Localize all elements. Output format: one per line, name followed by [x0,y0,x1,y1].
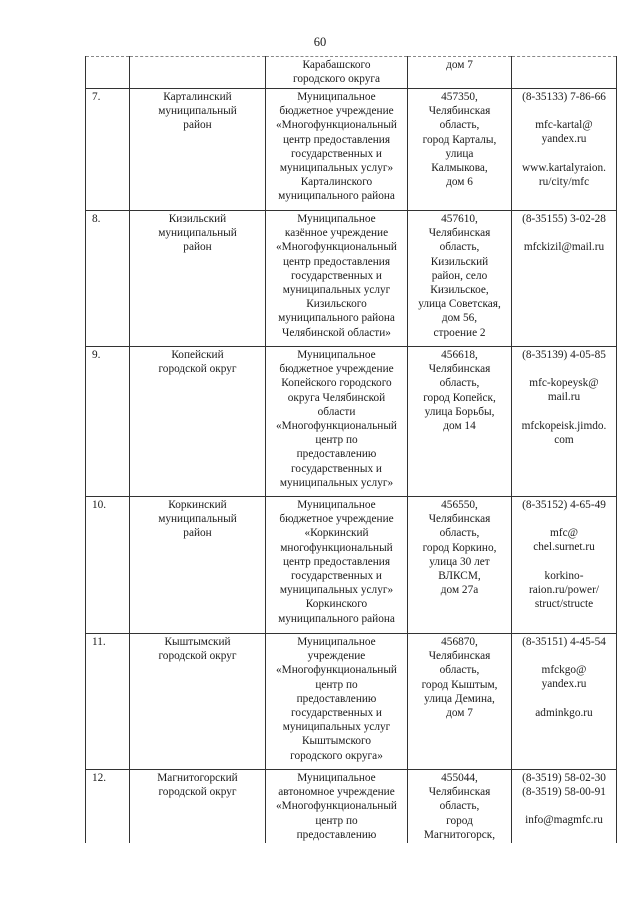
cell-line: области [317,405,356,418]
cell-line: struct/structe [534,598,594,611]
cell-line: ВЛКСМ, [438,570,481,583]
line-gap [514,226,614,240]
cell-line: муниципального района [278,612,395,625]
cell-line: 456870, [441,636,478,648]
cell-line: центр по [315,678,358,691]
line-gap [514,512,614,526]
cell-line: город Карталы, [422,133,497,146]
cell-line: Карталинского [300,176,373,189]
cell-line: область, [439,377,480,390]
line-gap [514,555,614,569]
district-cell [130,211,266,347]
table-row [86,634,617,770]
cell-line: Кизильский [168,213,227,225]
cell-line: улица 30 лет [429,555,490,568]
cell-line: Копейский [171,349,224,361]
cell-line: (8-35139) 4-05-85 [522,349,606,361]
cell-line: муниципальных услуг» [279,162,394,175]
institution-cell [266,211,408,347]
cell-line: korkino- [544,569,584,582]
district-cell [130,770,266,844]
cell-line: mfckopeisk.jimdo. [521,419,607,432]
cell-line: строение 2 [433,326,486,339]
contacts-cell [512,497,617,634]
cell-line: Кизильского [306,298,367,311]
row-number: 10. [86,497,130,634]
cell-line: Муниципальное [297,499,376,511]
address-cell [408,89,512,211]
cell-line: Кыштымского [301,735,372,748]
cell-line: Муниципальное [297,349,376,361]
cell-line: Карабашского [302,59,371,71]
cell-line: городской округ [158,363,237,376]
cell-line: yandex.ru [541,678,587,691]
cell-line: «Многофункциональный [276,241,397,254]
cell-line: дом 7 [446,59,473,71]
institution-cell [266,57,408,89]
cell-line: Карталинский [163,91,232,103]
cell-line: муниципальных услуг [282,721,391,734]
cell-line: автономное учреждение [278,786,395,799]
cell-line: «Коркинский [304,527,369,540]
table-row [86,770,617,844]
cell-line: raion.ru/power/ [529,583,599,596]
cell-line: 456618, [441,349,478,361]
cell-line: (8-3519) 58-00-91 [522,786,606,799]
line-gap [514,362,614,376]
cell-line: городского округа» [290,749,383,762]
table-row-continuation [86,57,617,89]
cell-line: Челябинская [428,227,491,240]
cell-line: область, [439,241,480,254]
contacts-cell [512,770,617,844]
cell-line: Муниципальное [297,772,376,784]
cell-line: муниципальных услуг» [279,584,394,597]
mfc-table [85,56,617,843]
cell-line: (8-35152) 4-65-49 [522,499,606,511]
cell-line: муниципальных услуг» [279,476,394,489]
cell-line: центр по [315,434,358,447]
cell-line: mfckgo@ [541,664,587,677]
cell-line: муниципальный [158,513,237,526]
cell-line: mail.ru [547,391,581,404]
table-row [86,211,617,347]
line-gap [514,649,614,663]
empty-cell [130,57,266,89]
address-cell [408,770,512,844]
cell-line: улица Советская, [418,298,501,311]
cell-line: дом 27а [440,584,479,597]
district-cell [130,347,266,497]
cell-line: область, [439,527,480,540]
cell-line: центр предоставления [282,555,391,568]
cell-line: Кыштымский [164,636,231,648]
cell-line: mfc-kopeysk@ [529,377,599,390]
cell-line: Муниципальное [297,91,376,103]
cell-line: муниципального района [278,312,395,325]
cell-line: «Многофункциональный [276,420,397,433]
contacts-cell [512,89,617,211]
cell-line: Калмыкова, [431,162,488,175]
cell-line: (8-35133) 7-86-66 [522,91,606,103]
cell-line: yandex.ru [541,133,587,146]
cell-line: улица [445,147,474,160]
cell-line: государственных и [291,269,382,282]
cell-line: дом 56, [441,312,478,325]
cell-line: Магнитогорск, [423,828,496,841]
cell-line: Челябинская [428,363,491,376]
cell-line: (8-35151) 4-45-54 [522,636,606,648]
row-number: 12. [86,770,130,844]
cell-line: Челябинская [428,786,491,799]
cell-line: Челябинской области» [282,326,391,339]
cell-line: adminkgo.ru [535,706,593,719]
contacts-cell [512,347,617,497]
line-gap [514,104,614,118]
cell-line: Магнитогорский [157,772,238,784]
cell-line: «Многофункциональный [276,800,397,813]
cell-line: info@magmfc.ru [525,814,603,827]
cell-line: 455044, [441,772,478,784]
cell-line: городского округа [292,73,381,86]
table-row [86,89,617,211]
cell-line: Челябинская [428,650,491,663]
cell-line: государственных и [291,462,382,475]
cell-line: округа Челябинской [287,391,386,404]
cell-line: городской округ [158,650,237,663]
cell-line: район, село [431,269,488,282]
contacts-cell [512,211,617,347]
cell-line: муниципального района [278,190,395,203]
district-cell [130,497,266,634]
cell-line: многофункциональный [280,541,393,554]
cell-line: район [183,119,212,132]
cell-line: Коркинский [168,499,227,511]
cell-line: Челябинская [428,105,491,118]
cell-line: область, [439,664,480,677]
cell-line: Кизильское, [430,284,489,297]
row-number: 11. [86,634,130,770]
empty-cell [86,57,130,89]
cell-line: предоставлению [296,828,377,841]
table-row [86,497,617,634]
cell-line: государственных и [291,570,382,583]
institution-cell [266,347,408,497]
cell-line: (8-3519) 58-02-30 [522,772,606,784]
institution-cell [266,634,408,770]
cell-line: улица Демина, [424,692,495,705]
cell-line: Челябинская [428,513,491,526]
cell-line: Муниципальное [297,213,376,225]
cell-line: государственных и [291,707,382,720]
cell-line: муниципальный [158,227,237,240]
cell-line: бюджетное учреждение [279,105,394,118]
cell-line: mfc-kartal@ [535,119,593,132]
table-row [86,347,617,497]
cell-line: город Коркино, [422,541,497,554]
district-cell [130,634,266,770]
table-body [86,57,617,844]
cell-line: Копейского городского [281,377,392,390]
cell-line: муниципальный [158,105,237,118]
line-gap [514,692,614,706]
cell-line: 457350, [441,91,478,103]
cell-line: com [554,433,574,446]
row-number: 8. [86,211,130,347]
cell-line: 457610, [441,213,478,225]
cell-line: муниципальных услуг [282,284,391,297]
institution-cell [266,497,408,634]
cell-line: предоставлению [296,448,377,461]
cell-line: район [183,527,212,540]
contacts-cell [512,634,617,770]
cell-line: область, [439,119,480,132]
address-cell [408,347,512,497]
cell-line: область, [439,800,480,813]
cell-line: дом 6 [446,176,473,189]
institution-cell [266,89,408,211]
line-gap [514,147,614,161]
cell-line: «Многофункциональный [276,119,397,132]
cell-line: учреждение [307,650,366,663]
cell-line: «Многофункциональный [276,664,397,677]
cell-line: предоставлению [296,692,377,705]
cell-line: Коркинского [305,598,368,611]
cell-line: государственных и [291,147,382,160]
cell-line: www.kartalyraion. [522,161,606,174]
cell-line: mfc@ [550,527,578,540]
cell-line: Кизильский [430,255,489,268]
cell-line: chel.surnet.ru [533,541,595,554]
cell-line: город Кыштым, [421,678,498,691]
cell-line: район [183,241,212,254]
district-cell [130,89,266,211]
cell-line: городской округ [158,786,237,799]
row-number: 7. [86,89,130,211]
address-cell [408,497,512,634]
cell-line: дом 7 [446,707,473,720]
cell-line: улица Борьбы, [424,405,495,418]
cell-line: mfckizil@mail.ru [523,241,605,254]
line-gap [514,799,614,813]
row-number: 9. [86,347,130,497]
cell-line: дом 14 [443,420,476,433]
institution-cell [266,770,408,844]
cell-line: центр предоставления [282,255,391,268]
cell-line: (8-35155) 3-02-28 [522,213,606,225]
cell-line: центр предоставления [282,133,391,146]
address-cell [408,57,512,89]
cell-line: город [446,814,473,827]
cell-line: 456550, [441,499,478,511]
cell-line: Муниципальное [297,636,376,648]
contacts-cell [512,57,617,89]
cell-line: бюджетное учреждение [279,363,394,376]
address-cell [408,634,512,770]
cell-line: центр по [315,814,358,827]
cell-line: бюджетное учреждение [279,513,394,526]
cell-line: казённое учреждение [284,227,389,240]
address-cell [408,211,512,347]
page-number: 60 [313,35,327,49]
line-gap [514,405,614,419]
cell-line: город Копейск, [423,391,496,404]
cell-line: ru/city/mfc [538,175,590,188]
